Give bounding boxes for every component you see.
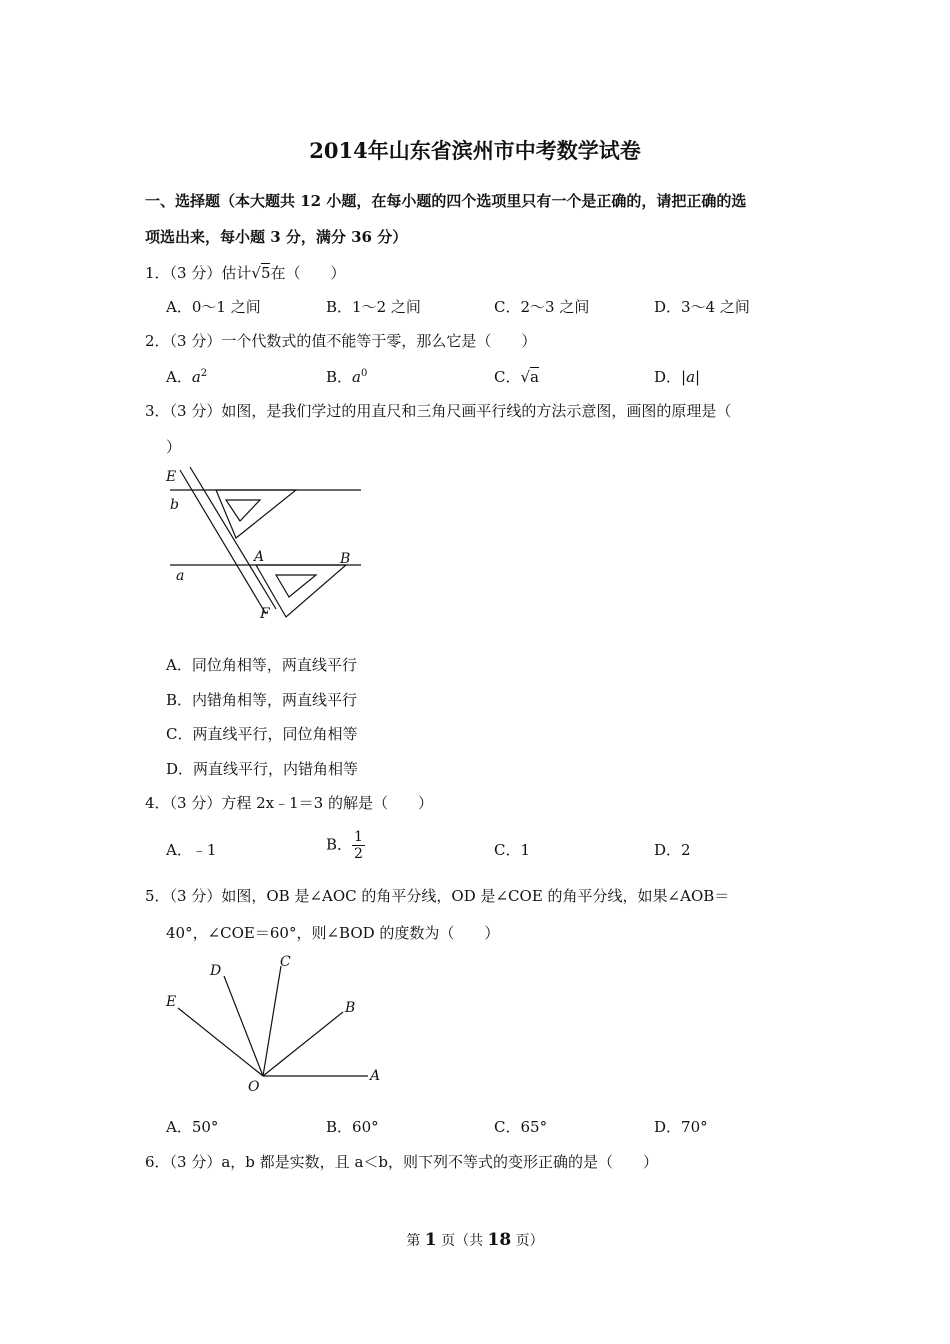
label-d: D xyxy=(210,963,222,979)
question-score: （3 分） xyxy=(169,1153,222,1171)
page-footer xyxy=(0,1230,950,1250)
label-a-point: A xyxy=(254,549,265,565)
parallel-lines-figure xyxy=(158,462,373,627)
label-b: B xyxy=(345,1000,356,1016)
option-a: A．同位角相等，两直线平行 xyxy=(166,656,357,674)
page-total: 18 xyxy=(487,1230,512,1250)
option-label: C． xyxy=(494,368,521,386)
question-text-cont: ） xyxy=(166,438,182,456)
exponent: 0 xyxy=(360,368,368,379)
question-number: 1． xyxy=(145,264,170,282)
option-c: C．2～3 之间 xyxy=(494,298,590,316)
option-label: D． xyxy=(654,368,682,386)
option-d: D．70° xyxy=(654,1118,708,1136)
question-score: （3 分） xyxy=(169,887,222,905)
footer-mid: 页（共 xyxy=(441,1233,484,1249)
variable: a xyxy=(352,368,361,386)
question-text: 如图，是我们学过的用直尺和三角尺画平行线的方法示意图，画图的原理是（ xyxy=(221,402,732,420)
label-b-line: b xyxy=(170,497,179,513)
option-value: |a| xyxy=(681,368,701,386)
ray-ob xyxy=(263,1012,343,1076)
option-a: A．50° xyxy=(166,1118,219,1136)
option-c: C．65° xyxy=(494,1118,548,1136)
question-2 xyxy=(145,330,536,351)
option-a xyxy=(166,366,207,387)
ray-oc xyxy=(263,966,281,1076)
question-text: 一个代数式的值不能等于零，那么它是（ ） xyxy=(221,332,537,350)
label-a-line: a xyxy=(176,568,185,584)
question-1 xyxy=(145,262,346,283)
section-heading-line1: 一、选择题（本大题共 12 小题，在每小题的四个选项里只有一个是正确的，请把正确的选 xyxy=(145,192,747,210)
option-d: D．3～4 之间 xyxy=(654,298,750,316)
radicand: 5 xyxy=(260,264,271,282)
option-label: B． xyxy=(326,368,353,386)
option-c: C．1 xyxy=(494,841,531,859)
fraction xyxy=(352,829,365,862)
option-b: B．60° xyxy=(326,1118,379,1136)
question-number: 5． xyxy=(145,887,170,905)
question-text-line2: 40°，∠COE＝60°，则∠BOD 的度数为（ ） xyxy=(166,924,500,942)
label-b-point: B xyxy=(340,551,351,567)
question-number: 4． xyxy=(145,794,170,812)
question-score: （3 分） xyxy=(169,264,222,282)
option-b: B．1～2 之间 xyxy=(326,298,421,316)
sqrt-symbol: √ xyxy=(251,264,261,282)
option-label: B． xyxy=(326,835,353,854)
ruler-edge-2 xyxy=(190,467,276,609)
label-c: C xyxy=(280,954,291,970)
question-number: 6． xyxy=(145,1153,170,1171)
option-d: D．两直线平行，内错角相等 xyxy=(166,760,359,778)
question-6 xyxy=(145,1151,658,1172)
fraction-numerator: 1 xyxy=(354,829,363,845)
question-text: 如图，OB 是∠AOC 的角平分线，OD 是∠COE 的角平分线，如果∠AOB＝ xyxy=(221,887,730,905)
question-5 xyxy=(145,885,729,906)
question-score: （3 分） xyxy=(169,332,222,350)
option-a: A．﹣1 xyxy=(166,841,217,859)
label-o: O xyxy=(248,1079,260,1095)
page-number: 1 xyxy=(424,1230,437,1250)
page-title: 2014年山东省滨州市中考数学试卷 xyxy=(309,138,641,163)
question-score: （3 分） xyxy=(169,794,222,812)
question-text: 方程 2x﹣1＝3 的解是（ ） xyxy=(221,794,433,812)
option-label: A． xyxy=(166,368,192,386)
question-text-after: 在（ ） xyxy=(270,264,346,282)
section-heading-line2: 项选出来，每小题 3 分，满分 36 分） xyxy=(145,228,408,246)
exponent: 2 xyxy=(200,368,208,379)
footer-suffix: 页） xyxy=(515,1233,544,1249)
question-text: 估计 xyxy=(221,264,252,282)
question-score: （3 分） xyxy=(169,402,222,420)
variable: a xyxy=(191,368,201,386)
sqrt-symbol: √ xyxy=(520,368,531,386)
fraction-denominator: 2 xyxy=(354,846,363,862)
ruler-edge-1 xyxy=(180,470,266,614)
option-d: D．2 xyxy=(654,841,691,859)
question-text: a，b 都是实数，且 a＜b，则下列不等式的变形正确的是（ ） xyxy=(221,1153,658,1171)
label-a: A xyxy=(370,1068,381,1084)
angle-figure xyxy=(158,948,388,1098)
option-c xyxy=(494,366,539,387)
label-f: F xyxy=(260,606,270,622)
option-d xyxy=(654,366,700,387)
triangle-ruler-bottom-inner xyxy=(276,575,316,597)
label-e: E xyxy=(166,994,177,1010)
option-b: B．内错角相等，两直线平行 xyxy=(166,691,358,709)
option-a: A．0～1 之间 xyxy=(166,298,261,316)
footer-prefix: 第 xyxy=(406,1233,421,1249)
question-number: 2． xyxy=(145,332,170,350)
radicand: a xyxy=(530,368,539,386)
option-b xyxy=(326,829,365,862)
triangle-ruler-top-inner xyxy=(226,500,260,521)
question-4 xyxy=(145,792,433,813)
question-3 xyxy=(145,400,731,421)
question-number: 3． xyxy=(145,402,170,420)
option-b xyxy=(326,366,367,387)
option-c: C．两直线平行，同位角相等 xyxy=(166,725,358,743)
label-e: E xyxy=(166,469,177,485)
